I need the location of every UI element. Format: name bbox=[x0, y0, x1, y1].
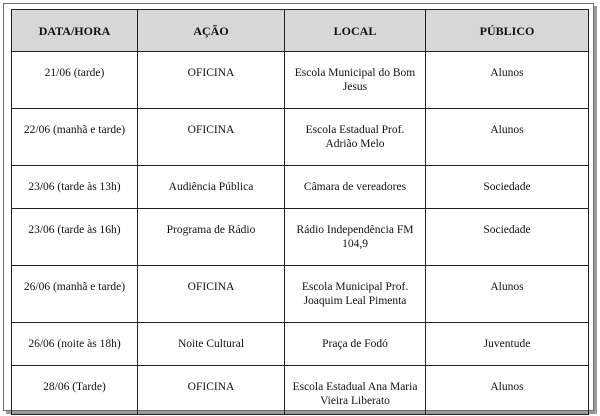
cell-data-hora: 28/06 (Tarde) bbox=[12, 366, 138, 415]
header-row bbox=[12, 10, 589, 52]
cell-data-hora: 26/06 (manhã e tarde) bbox=[12, 266, 138, 323]
table-row bbox=[12, 209, 589, 266]
cell-publico: Juventude bbox=[426, 323, 589, 366]
cell-local: Praça de Fodó bbox=[285, 323, 426, 366]
cell-acao: OFICINA bbox=[138, 109, 285, 166]
cell-acao: OFICINA bbox=[138, 52, 285, 109]
cell-acao: OFICINA bbox=[138, 366, 285, 415]
cell-data-hora: 22/06 (manhã e tarde) bbox=[12, 109, 138, 166]
cell-data-hora: 21/06 (tarde) bbox=[12, 52, 138, 109]
cell-local: Escola Estadual Ana Maria Vieira Liberato bbox=[285, 366, 426, 415]
cell-acao: Noite Cultural bbox=[138, 323, 285, 366]
table-frame bbox=[3, 3, 594, 411]
header-local: LOCAL bbox=[285, 10, 426, 52]
cell-data-hora: 26/06 (noite às 18h) bbox=[12, 323, 138, 366]
header-publico: PÚBLICO bbox=[426, 10, 589, 52]
header-acao: AÇÃO bbox=[138, 10, 285, 52]
cell-acao: OFICINA bbox=[138, 266, 285, 323]
cell-local: Câmara de vereadores bbox=[285, 166, 426, 209]
cell-local: Escola Estadual Prof. Adrião Melo bbox=[285, 109, 426, 166]
cell-publico: Alunos bbox=[426, 266, 589, 323]
cell-local: Escola Municipal Prof. Joaquim Leal Pimenta bbox=[285, 266, 426, 323]
table-row bbox=[12, 52, 589, 109]
cell-local: Rádio Independência FM 104,9 bbox=[285, 209, 426, 266]
table-row bbox=[12, 166, 589, 209]
cell-data-hora: 23/06 (tarde às 16h) bbox=[12, 209, 138, 266]
cell-publico: Sociedade bbox=[426, 166, 589, 209]
cell-publico: Alunos bbox=[426, 109, 589, 166]
cell-publico: Alunos bbox=[426, 366, 589, 415]
table-row bbox=[12, 109, 589, 166]
cell-acao: Programa de Rádio bbox=[138, 209, 285, 266]
cell-data-hora: 23/06 (tarde às 13h) bbox=[12, 166, 138, 209]
table-row bbox=[12, 366, 589, 415]
cell-publico: Sociedade bbox=[426, 209, 589, 266]
cell-publico: Alunos bbox=[426, 52, 589, 109]
table-row bbox=[12, 266, 589, 323]
cell-local: Escola Municipal do Bom Jesus bbox=[285, 52, 426, 109]
header-data-hora: DATA/HORA bbox=[12, 10, 138, 52]
schedule-table bbox=[11, 9, 589, 415]
cell-acao: Audiência Pública bbox=[138, 166, 285, 209]
table-row bbox=[12, 323, 589, 366]
